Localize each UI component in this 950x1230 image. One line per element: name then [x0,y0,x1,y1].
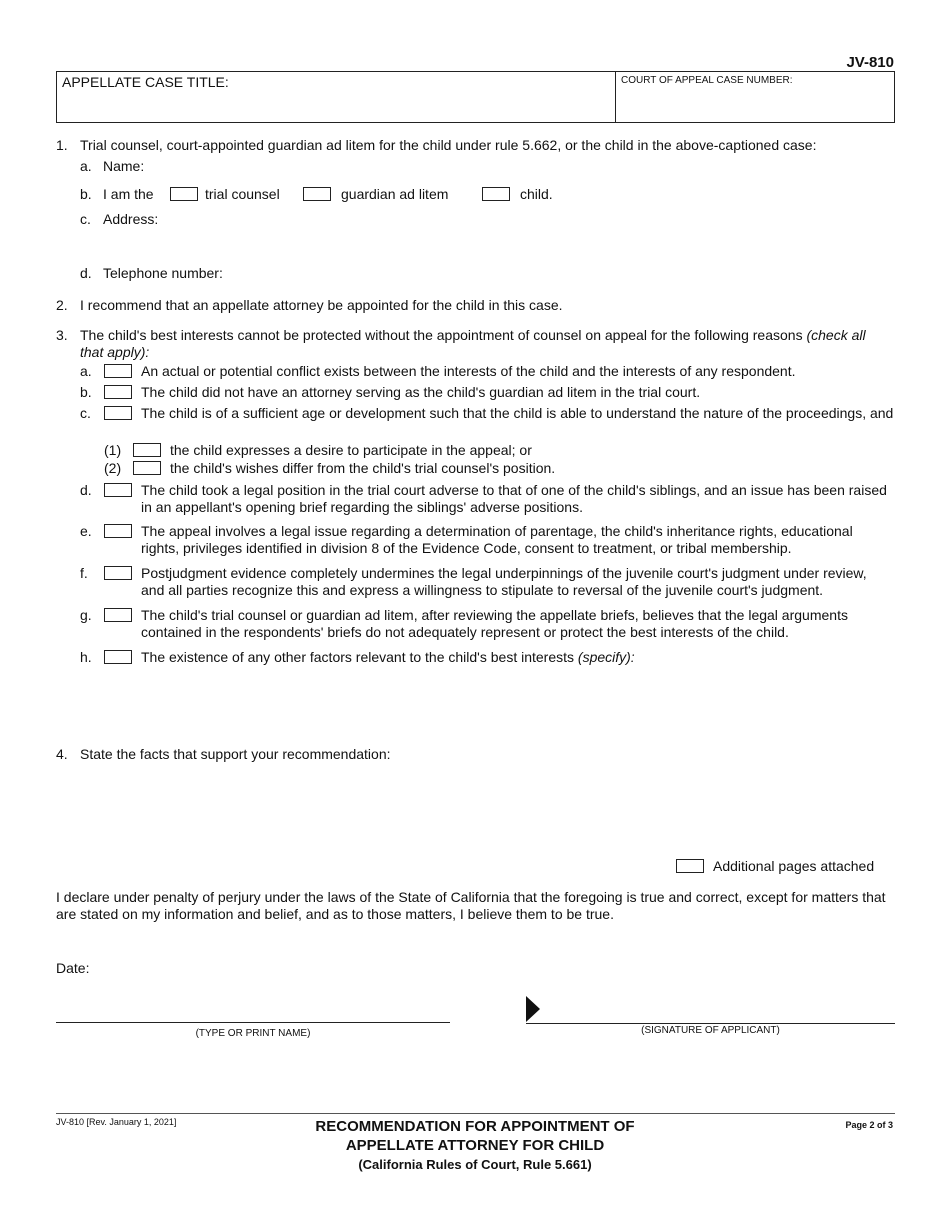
header-divider [615,72,616,123]
reason-e-checkbox[interactable] [104,524,132,538]
item4-number: 4. [56,746,68,762]
reason-h-text [141,649,635,666]
item3f-letter: f. [80,565,88,581]
reason-b-checkbox[interactable] [104,385,132,399]
item3-text-main: The child's best interests cannot be protected without the appointment of counsel on appeal for the following reasons [80,327,803,343]
footer-title-line1: RECOMMENDATION FOR APPOINTMENT OF [315,1118,635,1135]
reason-a-text: An actual or potential conflict exists between the interests of the child and the interests of any respondent. [141,363,796,379]
item3e-letter: e. [80,523,92,539]
name-line [56,1022,450,1023]
item4-text: State the facts that support your recommendation: [80,746,391,762]
item3-text-italic: (check all that apply): [80,327,866,360]
item1-number: 1. [56,137,68,153]
revision-date: JV-810 [Rev. January 1, 2021] [56,1117,177,1127]
telephone-label: Telephone number: [103,265,223,281]
signature-line [526,1023,895,1024]
name-label: Name: [103,158,145,174]
item3d-letter: d. [80,482,92,498]
name-caption: (TYPE OR PRINT NAME) [195,1028,311,1039]
guardian-ad-litem-label: guardian ad litem [341,186,449,202]
i-am-the-label: I am the [103,186,154,202]
reason-g-checkbox[interactable] [104,608,132,622]
additional-pages-checkbox[interactable] [676,859,704,873]
page-number: Page 2 of 3 [845,1120,893,1130]
item1a-letter: a. [80,158,92,174]
sub-item-1-number: (1) [104,442,122,458]
additional-pages-label: Additional pages attached [713,858,875,874]
reason-g-text: The child's trial counsel or guardian ad litem, after reviewing the appellate briefs, believes that the legal arguments contained in the respondents' briefs do not adequately represent or protect the best interests of the child. [141,607,848,640]
reason-e-text: The appeal involves a legal issue regarding a determination of parentage, the child's inheritance rights, educational rights, privileges identified in division 8 of the Evidence Code, consent to treatment, or tribal membership. [141,523,853,556]
signature-arrow-icon [526,996,542,1024]
item1b-letter: b. [80,186,92,202]
case-title-label: APPELLATE CASE TITLE: [62,74,229,90]
trial-counsel-checkbox[interactable] [170,187,198,201]
reason-a-checkbox[interactable] [104,364,132,378]
item3g-letter: g. [80,607,92,623]
item3-text [80,327,880,361]
case-number-label: COURT OF APPEAL CASE NUMBER: [621,75,793,86]
reason-c-text: The child is of a sufficient age or development such that the child is able to understand the nature of the proceedings, and [141,405,894,421]
item3-number: 3. [56,327,68,343]
trial-counsel-label: trial counsel [205,186,280,202]
reason-c-checkbox[interactable] [104,406,132,420]
sub-item-2-number: (2) [104,460,122,476]
sub-item-1-checkbox[interactable] [133,443,161,457]
reason-h-text-main: The existence of any other factors relevant to the child's best interests [141,649,575,665]
reason-f-text: Postjudgment evidence completely undermines the legal underpinnings of the juvenile court's judgment under review, and all parties recognize this and express a willingness to stipulate to reversal of the juvenile court's judgment. [141,565,867,598]
item1d-letter: d. [80,265,92,281]
declaration-text: I declare under penalty of perjury under the laws of the State of California that the foregoing is true and correct, except for matters that are stated on my information and belief, and as to those matters, I believe them to be true. [56,889,886,922]
address-label: Address: [103,211,159,227]
child-checkbox[interactable] [482,187,510,201]
sub-item-2-text: the child's wishes differ from the child's trial counsel's position. [170,460,556,476]
item3c-letter: c. [80,405,91,421]
item1-text: Trial counsel, court-appointed guardian ad litem for the child under rule 5.662, or the child in the above-captioned case: [80,137,817,153]
guardian-ad-litem-checkbox[interactable] [303,187,331,201]
footer-title-line2: APPELLATE ATTORNEY FOR CHILD [345,1137,605,1154]
signature-caption: (SIGNATURE OF APPLICANT) [641,1025,780,1036]
case-header-box [56,71,895,123]
date-label: Date: [56,960,90,976]
reason-d-text: The child took a legal position in the trial court adverse to that of one of the child's siblings, and an issue has been raised in an appellant's opening brief regarding the siblings' adverse positions. [141,482,887,515]
form-number: JV-810 [846,54,894,71]
item3a-letter: a. [80,363,92,379]
item1c-letter: c. [80,211,91,227]
reason-f-checkbox[interactable] [104,566,132,580]
sub-item-1-text: the child expresses a desire to participate in the appeal; or [170,442,532,458]
child-label: child. [520,186,553,202]
item2-number: 2. [56,297,68,313]
item3h-letter: h. [80,649,92,665]
reason-h-checkbox[interactable] [104,650,132,664]
item3b-letter: b. [80,384,92,400]
reason-d-checkbox[interactable] [104,483,132,497]
reason-h-specify: (specify): [577,649,635,665]
footer-title-line3: (California Rules of Court, Rule 5.661) [358,1157,592,1172]
footer-rule [56,1113,895,1114]
sub-item-2-checkbox[interactable] [133,461,161,475]
reason-b-text: The child did not have an attorney serving as the child's guardian ad litem in the trial court. [141,384,701,400]
item2-text: I recommend that an appellate attorney be appointed for the child in this case. [80,297,563,313]
